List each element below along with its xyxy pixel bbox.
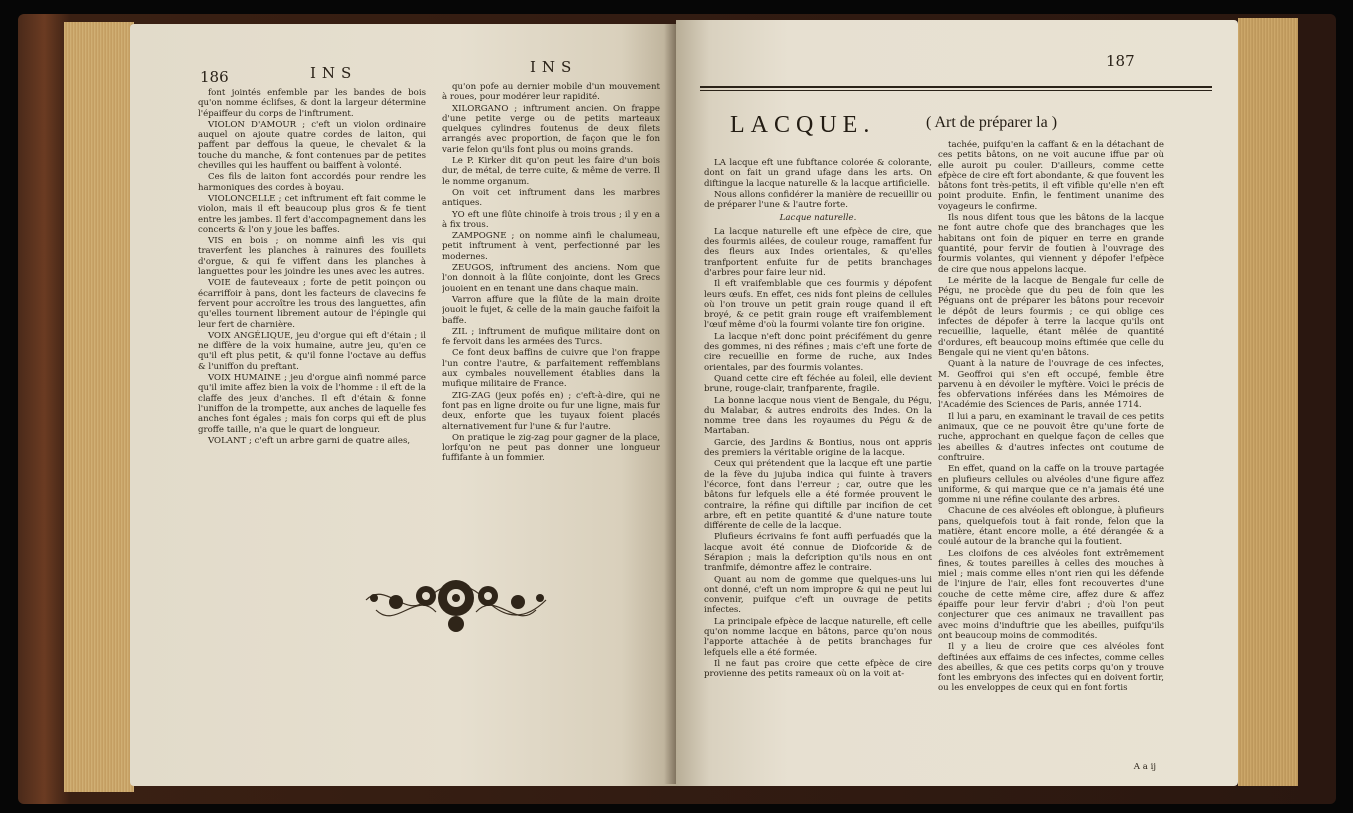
header-rule-thick xyxy=(700,86,1212,88)
paragraph: Les cloifons de ces alvéoles font extrêmement fines, & toutes pareilles à celles des mouches à miel ; mais comme elles n'ont rien qui les défende de l'injure de l'air, elles font recouvertes d'une couche de cette même cire, affez dure & affez épaiffe pour leur fervir d'abri ; d'où l'on peut conjecturer que ces animaux ne travaillent pas avec moins d'induftrie que les abeilles, puifqu'ils ont beaucoup moins de commodités. xyxy=(938,548,1164,641)
left-page xyxy=(130,24,676,786)
paragraph: La principale efpèce de lacque naturelle, eft celle qu'on nomme lacque en bâtons, parce qu'on nous l'apporte attachée à de petits branchages fur lefquels elle a été formée. xyxy=(704,616,932,658)
paragraph: ZIL ; inftrument de mufique militaire dont on fe fervoit dans les armées des Turcs. xyxy=(442,326,660,348)
paragraph: Il lui a paru, en examinant le travail de ces petits animaux, que ce ne pouvoit être qu'une forte de ruche, approchant en quelque façon de celles que les abeilles & d'autres infectes ont coutume de conftruire. xyxy=(938,411,1164,463)
paragraph: VOIE de fauteveaux ; forte de petit poinçon ou écarriffoir à pans, dont les facteurs de clavecins fe fervent pour accroître les trous des languettes, afin qu'elles tournent librement autour de l'épingle qui leur fert de charnière. xyxy=(198,278,426,330)
paragraph: Plufieurs écrivains fe font auffi perfuadés que la lacque avoit été connue de Diofcoride & de Sérapion ; mais la defcription qu'ils nous en ont tranfmife, démontre affez le contraire. xyxy=(704,532,932,574)
paragraph: Quant au nom de gomme que quelques-uns lui ont donné, c'eft un nom impropre & qui ne peut lui convenir, puifque c'eft un ouvrage de petits infectes. xyxy=(704,574,932,616)
paragraph: Quant à la nature de l'ouvrage de ces infectes, M. Geoffroi qui s'en eft occupé, femble être parvenu à en dévoiler le myftère. Voici le précis de fes obfervations inférées dans les Mémoires de l'Académie des Sciences de Paris, année 1714. xyxy=(938,359,1164,411)
paragraph: LA lacque eft une fubftance colorée & colorante, dont on fait un grand ufage dans les arts. On diftingue la lacque naturelle & la lacque artificielle. xyxy=(704,158,932,189)
paragraph: ZAMPOGNE ; on nomme ainfi le chalumeau, petit inftrument à vent, perfectionné par les modernes. xyxy=(442,231,660,262)
paragraph: On voit cet inftrument dans les marbres antiques. xyxy=(442,187,660,209)
paragraph: Ceux qui prétendent que la lacque eft une partie de la fève du jujuba indica qui fuinte à travers l'écorce, font dans l'erreur ; car, outre que les bâtons fur lefquels elle a été formée prouvent le contraire, la réfine qui diftille par incifion de cet arbre, eft en petite quantité & d'une nature toute différente de celle de la lacque. xyxy=(704,459,932,532)
paragraph: Il ne faut pas croire que cette efpèce de cire provienne des petits rameaux où on la voit at- xyxy=(704,658,932,680)
paragraph: VOIX ANGÉLIQUE, jeu d'orgue qui eft d'étain ; il ne diffère de la voix humaine, autre jeu, qu'en ce qu'il eft plus petit, & qu'il fonne l'octave au deffus & l'uniffon du preftant. xyxy=(198,330,426,372)
paragraph: On pratique le zig-zag pour gagner de la place, lorfqu'on ne peut pas donner une longueur fuffifante à un fommier. xyxy=(442,432,660,464)
page-number-left: 186 xyxy=(200,68,229,86)
paragraph: XILORGANO ; inftrument ancien. On frappe d'une petite verge ou de petits marteaux quelques cylindres foutenus de deux filets arrangés avec proportion, de façon que le fon varie felon qu'ils font plus ou moins grands. xyxy=(442,103,660,155)
paragraph: VOLANT ; c'eft un arbre garni de quatre ailes, xyxy=(208,435,411,446)
running-head-right: INS xyxy=(530,58,578,76)
paragraph: La lacque naturelle eft une efpèce de cire, que des fourmis ailées, de couleur rouge, ramaffent fur des fleurs aux Indes orientales, & qu'elles tranfportent enfuite fur de petits branchages d'arbres pour faire leur nid. xyxy=(704,226,932,278)
header-rule-thin xyxy=(700,90,1212,91)
paragraph: Le P. Kirker dit qu'on peut les faire d'un bois dur, de métal, de terre cuite, & même de verre. Il le nomme organum. xyxy=(442,156,660,187)
paragraph: Lacque naturelle. xyxy=(779,213,857,224)
article-subtitle: ( Art de préparer la ) xyxy=(926,114,1058,131)
paragraph: font jointés enfemble par les bandes de bois qu'on nomme éclifses, & dont la largeur détermine l'épaiffeur du corps de l'inftrument. xyxy=(198,88,426,119)
signature-mark: A a ij xyxy=(1133,762,1156,772)
left-page-edges xyxy=(64,22,134,792)
paragraph: qu'on pofe au dernier mobile d'un mouvement à roues, pour modérer leur rapidité. xyxy=(442,82,660,103)
paragraph: VIS en bois ; on nomme ainfi les vis qui traverfent les planches à rainures des fouillets d'orgue, & qui fe viffent dans les planches à languettes pour les joindre les unes avec les autres. xyxy=(198,236,426,278)
paragraph: tachée, puifqu'en la caffant & en la détachant de ces petits bâtons, on ne voit aucune iffue par où elle auroit pu couler. D'ailleurs, comme cette efpèce de cire eft fort abondante, & que fouvent les bâtons font très-petits, il eft vifible qu'elle n'en eft point produite. Enfin, le fentiment unanime des voyageurs le confirme. xyxy=(938,140,1164,212)
paragraph: Ce font deux baffins de cuivre que l'on frappe l'un contre l'autre, & parfaitement reffemblans aux cymbales nouvellement établies dans la mufique militaire de France. xyxy=(442,348,660,390)
article-title: LACQUE. xyxy=(730,112,876,138)
right-column-1 xyxy=(704,158,932,764)
paragraph: La bonne lacque nous vient de Bengale, du Pégu, du Malabar, & autres endroits des Indes. On la nomme tree dans les royaumes du Pégu & de Martaban. xyxy=(704,395,932,437)
right-column-2 xyxy=(938,140,1164,754)
floral-ornament-drawing xyxy=(356,560,556,640)
paragraph: YO eft une flûte chinoife à trois trous ; il y en a à fix trous. xyxy=(442,209,660,230)
paragraph: Nous allons confidérer la manière de recueillir ou de préparer l'une & l'autre forte. xyxy=(704,189,932,211)
paragraph: VIOLONCELLE ; cet inftrument eft fait comme le violon, mais il eft beaucoup plus gros & fe tient entre les jambes. Il fert d'accompagnement dans les concerts & l'on y joue les baffes. xyxy=(198,193,426,235)
paragraph: Ils nous difent tous que les bâtons de la lacque ne font autre chofe que des branchages que les habitans ont foin de piquer en terre en grande quantité, pour fervir de foutien à l'ouvrage des fourmis volantes, qui viennent y dépofer l'efpèce de cire que nous appelons lacque. xyxy=(938,213,1164,275)
left-column-2 xyxy=(442,82,660,472)
running-head-left: INS xyxy=(310,64,358,82)
right-page xyxy=(676,20,1238,786)
paragraph: En effet, quand on la caffe on la trouve partagée en plufieurs cellules ou alvéoles d'une figure affez uniforme, & qui marque que ce n'a jamais été une gomme ni une réfine coulante des arbres. xyxy=(938,464,1164,506)
paragraph: La lacque n'eft donc point précifément du genre des gommes, ni des réfines ; mais c'eft une forte de cire recueillie en forme de ruche, aux Indes orientales, par des fourmis volantes. xyxy=(704,331,932,373)
paragraph: VOIX HUMAINE ; jeu d'orgue ainfi nommé parce qu'il imite affez bien la voix de l'homme : il eft de la claffe des jeux d'anches. Il eft d'étain & fonne l'uniffon de la trompette, aux anches de laquelle fes anches font égales ; mais fon corps qui eft de plus groffe taille, n'a que le quart de longueur. xyxy=(198,373,426,435)
paragraph: Varron affure que la flûte de la main droite jouoit le fujet, & celle de la main gauche faifoit la baffe. xyxy=(442,294,660,326)
paragraph: Chacune de ces alvéoles eft oblongue, à plufieurs pans, quelquefois tout à fait ronde, felon que la matière, étant encore molle, a été dérangée & a coulé autour de la branche qui la foutient. xyxy=(938,506,1164,548)
paragraph: Ces fils de laiton font accordés pour rendre les harmoniques des cordes à boyau. xyxy=(198,172,426,193)
paragraph: Il y a lieu de croire que ces alvéoles font deftinées aux effaims de ces infectes, comme celles des abeilles, & que ces petits corps qu'on y trouve font les embryons des infectes qui en doivent fortir, ou les enveloppes de ceux qui en font fortis xyxy=(938,642,1164,694)
paragraph: ZIG-ZAG (jeux pofés en) ; c'eft-à-dire, qui ne font pas en ligne droite ou fur une ligne, mais fur deux, enforte que les tuyaux foient placés alternativement fur l'une & fur l'autre. xyxy=(442,390,660,432)
paragraph: Il eft vraifemblable que ces fourmis y dépofent leurs œufs. En effet, ces nids font pleins de cellules où l'on trouve un petit grain rouge quand il eft broyé, & ce petit grain rouge eft vraifemblement l'œuf même d'où la fourmi volante tire fon origine. xyxy=(704,279,932,331)
paragraph: Le mérite de la lacque de Bengale fur celle de Pégu, ne procède que du peu de foin que les Péguans ont de préparer les bâtons pour recevoir le dépôt de leurs fourmis ; ce qui oblige ces infectes de dépofer à terre la lacque qu'ils ont recueillie, laquelle, étant mêlée de quantité d'ordures, eft beaucoup moins eftimée que celle du Bengale qui ne vient qu'en bâtons. xyxy=(938,275,1164,358)
left-column-1 xyxy=(198,88,426,486)
page-number-right: 187 xyxy=(1106,52,1135,70)
paragraph: VIOLON D'AMOUR ; c'eft un violon ordinaire auquel on ajoute quatre cordes de laiton, qui paffent par deffous la queue, le chevalet & la touche du manche, & font contenues par de petites chevilles qui les hauffent ou baiffent à volonté. xyxy=(198,119,426,172)
floral-ornament xyxy=(356,560,556,640)
paragraph: ZEUGOS, inftrument des anciens. Nom que l'on donnoit à la flûte conjointe, dont les Grecs jouoient en en tenant une dans chaque main. xyxy=(442,263,660,294)
paragraph: Quand cette cire eft féchée au foleil, elle devient brune, rouge-clair, tranfparente, fragile. xyxy=(704,373,932,395)
right-page-edges xyxy=(1238,18,1298,786)
paragraph: Garcie, des Jardins & Bontius, nous ont appris des premiers la véritable origine de la lacque. xyxy=(704,437,932,459)
